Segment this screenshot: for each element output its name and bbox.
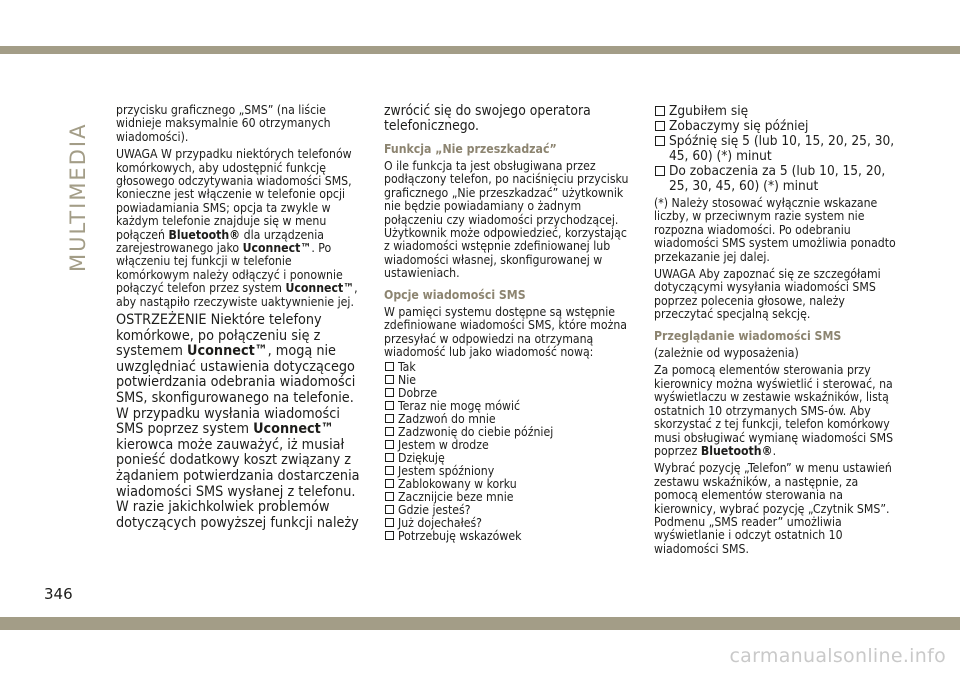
list-item — [384, 400, 630, 413]
bottom-rule — [0, 617, 960, 630]
list-item-label: Jestem spóźniony — [398, 463, 495, 478]
note-paragraph: UWAGA Aby zapoznać się ze szczegółami dotyczącymi wysyłania wiadomości SMS poprzez polecenia głosowe, należy przeczytać specjalną sekcję. — [654, 267, 881, 322]
list-item — [384, 478, 630, 491]
list-item — [384, 452, 630, 465]
checkbox-icon — [385, 401, 394, 410]
checkbox-icon — [385, 440, 394, 449]
list-item-label: Spóźnię się 5 (lub 10, 15, 20, 25, 30, 45, 60) (*) minut — [669, 133, 895, 164]
checkbox-icon — [385, 414, 394, 423]
list-item — [384, 504, 630, 517]
checkbox-icon — [385, 375, 394, 384]
list-item-label: Nie — [398, 372, 416, 387]
list-item — [384, 517, 630, 530]
checkbox-icon — [385, 453, 394, 462]
list-item — [654, 119, 900, 134]
warning-paragraph: OSTRZEŻENIE Niektóre telefony komórkowe, po połączeniu się z systemem Uconnect™, mogą nie uwzględniać ustawienia dotyczącego potwierdzania odebrania wiadomości SMS, skonfigurowanego na telefonie. W przypadku wysłania wiadomości SMS poprzez system Uconnect™ kierowca może zauważyć, iż musiał ponieść dodatkowy koszt związany z żądaniem potwierdzania dostarczenia wiadomości SMS wysłanej z telefonu. W razie jakichkolwiek problemów dotyczących powyższej funkcji należy — [116, 312, 360, 531]
list-item-label: Zadzwoń do mnie — [398, 411, 496, 426]
list-item-label: Zacznijcie beze mnie — [398, 489, 514, 504]
list-item — [384, 361, 630, 374]
checkbox-icon — [385, 492, 394, 501]
checkbox-icon — [385, 466, 394, 475]
checkbox-icon — [385, 427, 394, 436]
checkbox-icon — [385, 388, 394, 397]
column-2 — [384, 104, 630, 543]
checkbox-icon — [385, 362, 394, 371]
list-item-label: Tak — [398, 359, 416, 374]
list-item-label: Dziękuję — [398, 450, 445, 465]
list-item — [384, 465, 630, 478]
list-item — [654, 164, 900, 194]
top-margin — [0, 0, 960, 44]
checkbox-icon — [385, 505, 394, 514]
top-rule — [0, 46, 960, 54]
list-item — [384, 426, 630, 439]
paragraph: przycisku graficznego „SMS” (na liście widnieje maksymalnie 60 otrzymanych wiadomości). — [116, 103, 331, 144]
list-item-label: Zablokowany w korku — [398, 476, 517, 491]
checkbox-icon — [655, 166, 665, 176]
checkbox-icon — [385, 479, 394, 488]
list-item-label: Zobaczymy się później — [669, 118, 809, 134]
list-item-label: Do zobaczenia za 5 (lub 10, 15, 20, 25, 30, 45, 60) (*) minut — [669, 163, 886, 194]
checkbox-icon — [385, 518, 394, 527]
paragraph: Wybrać pozycję „Telefon” w menu ustawień zestawu wskaźników, a następnie, za pomocą elementów sterowania na kierownicy, wybrać pozycję „Czytnik SMS”. Podmenu „SMS reader” umożliwia wyświetlanie i odczyt ostatnich 10 wiadomości SMS. — [654, 461, 892, 556]
sms-options-list — [654, 104, 900, 194]
checkbox-icon — [655, 106, 665, 116]
list-item-label: Już dojechałeś? — [398, 515, 482, 530]
list-item — [384, 491, 630, 504]
paragraph: (*) Należy stosować wyłącznie wskazane liczby, w przeciwnym razie system nie rozpozna wiadomości. Po odebraniu wiadomości SMS system umożliwia ponadto przekazanie jej dalej. — [654, 196, 896, 264]
section-label: MULTIMEDIA — [66, 122, 90, 272]
checkbox-icon — [655, 136, 665, 146]
list-item — [654, 104, 900, 119]
section-heading: Opcje wiadomości SMS — [384, 287, 526, 302]
checkbox-icon — [655, 121, 665, 131]
list-item — [384, 439, 630, 452]
list-item — [384, 530, 630, 543]
paragraph: (zależnie od wyposażenia) — [654, 346, 799, 361]
list-item-label: Zgubiłem się — [669, 103, 749, 119]
note-paragraph: UWAGA W przypadku niektórych telefonów komórkowych, aby udostępnić funkcję głosowego odczytywania wiadomości SMS, konieczne jest włączenie w telefonie opcji powiadamiania SMS; opcja ta zwykle w każdym telefonie znajduje się w menu połączeń Bluetooth® dla urządzenia zarejestrowanego jako Uconnect™. Po włączeniu tej funkcji w telefonie komórkowym należy odłączyć i ponownie połączyć telefon przez system Uconnect™, aby nastąpiło rzeczywiste uaktywnienie jej. — [116, 147, 358, 309]
checkbox-icon — [385, 531, 394, 540]
page-number: 346 — [44, 585, 73, 603]
paragraph: O ile funkcja ta jest obsługiwana przez podłączony telefon, po naciśnięciu przycisku graficznego „Nie przeszkadzać” użytkownik nie będzie powiadamiany o żadnym połączeniu czy wiadomości przychodzącej. Użytkownik może odpowiedzieć, korzystając z wiadomości wstępnie zdefiniowanej lub wiadomości własnej, skonfigurowanej w ustawieniach. — [384, 159, 629, 281]
paragraph: W pamięci systemu dostępne są wstępnie zdefiniowane wiadomości SMS, które można przesyłać w odpowiedzi na otrzymaną wiadomość lub jako wiadomość nową: — [384, 305, 627, 360]
list-item-label: Dobrze — [398, 385, 438, 400]
list-item-label: Potrzebuję wskazówek — [398, 528, 522, 543]
paragraph: Za pomocą elementów sterowania przy kierownicy można wyświetlić i sterować, na wyświetlaczu w zestawie wskaźników, listą ostatnich 10 otrzymanych SMS-ów. Aby skorzystać z tej funkcji, telefon komórkowy musi obsługiwać wymianę wiadomości SMS poprzez Bluetooth®. — [654, 363, 894, 458]
list-item — [384, 413, 630, 426]
column-3 — [654, 104, 900, 560]
sms-options-list — [384, 361, 630, 543]
list-item — [384, 374, 630, 387]
list-item-label: Gdzie jesteś? — [398, 502, 471, 517]
watermark: carmanualsonline.info — [729, 645, 946, 667]
paragraph: zwrócić się do swojego operatora telefonicznego. — [384, 103, 591, 135]
list-item-label: Jestem w drodze — [398, 437, 489, 452]
list-item-label: Teraz nie mogę mówić — [398, 398, 521, 413]
column-1 — [116, 104, 360, 535]
list-item-label: Zadzwonię do ciebie później — [398, 424, 554, 439]
list-item — [384, 387, 630, 400]
list-item — [654, 134, 900, 164]
section-heading: Przeglądanie wiadomości SMS — [654, 328, 842, 343]
section-heading: Funkcja „Nie przeszkadzać” — [384, 141, 557, 156]
